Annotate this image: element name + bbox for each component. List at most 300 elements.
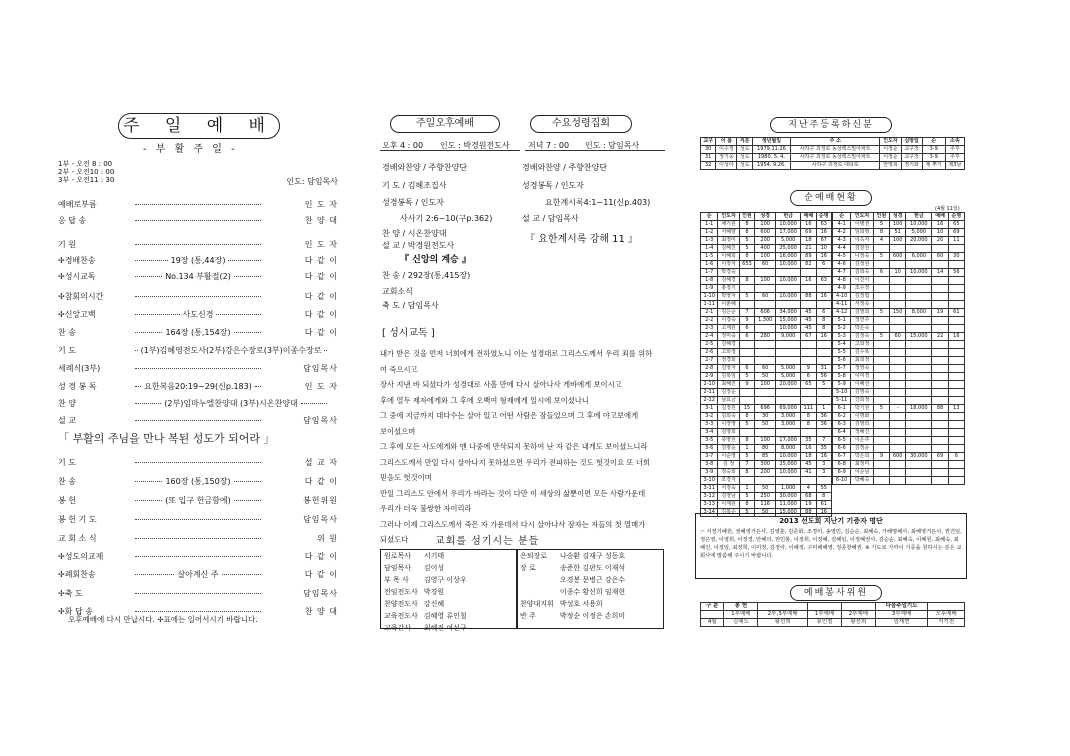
table-row xyxy=(833,437,965,445)
order-item-middle xyxy=(128,462,268,463)
table-cell: 성도 xyxy=(737,154,752,162)
table-cell xyxy=(906,261,932,269)
table-cell: 2-7 xyxy=(701,357,718,365)
table-cell: 8 xyxy=(739,413,754,421)
table-row xyxy=(701,397,832,405)
service-time-2: 2부 - 오전10 : 00 xyxy=(58,168,115,176)
order-item-detail: 살아계신 주 xyxy=(177,569,219,579)
staff-role xyxy=(517,574,557,586)
donor-notice-box xyxy=(695,513,967,579)
leader-dots xyxy=(234,481,261,482)
service-footnote: 오후예배에 다시 만납시다. ✢표에는 일어서시기 바랍니다. xyxy=(68,615,258,624)
table-cell: 3-3 xyxy=(701,421,718,429)
table-cell: 김정순 xyxy=(718,389,739,397)
table-cell: 추후 xyxy=(945,154,964,162)
staff-row xyxy=(517,562,628,574)
order-item-middle xyxy=(128,556,268,557)
table-cell: 김희숙 xyxy=(718,413,739,421)
leader-dots xyxy=(135,260,168,261)
table-cell: 2-10 xyxy=(701,381,718,389)
table-cell xyxy=(948,325,964,333)
afternoon-line: 교회소식 xyxy=(382,287,413,296)
table-cell: 고희정 xyxy=(718,349,739,357)
table-cell: 10,000 xyxy=(776,277,801,285)
table-cell xyxy=(755,397,776,405)
table-cell xyxy=(890,429,906,437)
order-item-middle xyxy=(128,593,268,594)
table-cell xyxy=(932,445,948,453)
table-cell: 1 xyxy=(739,485,754,493)
table-cell: 100 xyxy=(755,253,776,261)
table-header-cell: 인원 xyxy=(873,213,889,221)
table-cell: 100 xyxy=(890,221,906,229)
table-cell: 5-3 xyxy=(833,333,851,341)
table-cell: 100 xyxy=(755,277,776,285)
table-cell: 9,000 xyxy=(776,333,801,341)
table-row xyxy=(701,357,832,365)
table-cell: 1-3 xyxy=(701,237,718,245)
staff-row xyxy=(517,610,628,622)
afternoon-line: 찬 송 / 292장(통,415장) xyxy=(382,271,471,280)
leader-dots xyxy=(135,538,261,539)
table-cell xyxy=(801,389,816,397)
table-cell: 이정순 xyxy=(880,154,901,162)
table-cell: 16 xyxy=(801,221,816,229)
table-cell: 4-4 xyxy=(833,245,851,253)
table-cell: 2-2 xyxy=(701,317,718,325)
table-cell: 6-10 xyxy=(833,477,851,485)
table-cell: 서정숙 xyxy=(718,485,739,493)
table-cell: 4-12 xyxy=(833,309,851,317)
table-row xyxy=(701,445,832,453)
table-cell: 최혜진 xyxy=(718,381,739,389)
table-cell: 11,000 xyxy=(776,501,801,509)
staff-table-left xyxy=(380,549,518,632)
table-cell: 88 xyxy=(801,509,816,517)
staff-role: 반 주 xyxy=(520,612,536,620)
table-cell: 41 xyxy=(801,469,816,477)
table-cell: 250 xyxy=(755,493,776,501)
table-cell xyxy=(801,357,816,365)
table-cell xyxy=(906,357,932,365)
table-row xyxy=(701,349,832,357)
table-cell: 55 xyxy=(816,485,831,493)
staff-names: 최혜진 여선구 xyxy=(423,624,467,632)
staff-role: 찬양전도사 xyxy=(384,600,418,608)
table-cell xyxy=(873,381,889,389)
wednesday-leader: 인도 : 담임목사 xyxy=(585,141,640,150)
table-cell: 1-1 xyxy=(701,221,718,229)
leader-dots xyxy=(135,462,261,463)
table-cell: 사하구 괴정로 동성렉스빌아파트 xyxy=(791,146,880,154)
wednesday-time: 저녁 7 : 00 xyxy=(528,141,570,150)
table-cell: 8 xyxy=(816,493,831,501)
table-cell xyxy=(873,461,889,469)
table-row xyxy=(833,221,965,229)
table-cell: 280 xyxy=(755,333,776,341)
order-item-leader: 찬 양 대 xyxy=(304,606,338,616)
table-header-cell: 심방일 xyxy=(901,138,922,146)
table-cell: 36 xyxy=(816,421,831,429)
table-cell: - xyxy=(890,405,906,413)
order-item-leader: 다 같 이 xyxy=(304,255,338,265)
reading-line: 만일 그리스도 안에서 우리가 바라는 것이 다만 이 세상의 삶뿐이면 모든 사람가운데 xyxy=(380,488,646,498)
table-cell: 5 xyxy=(873,309,889,317)
table-cell: 1-2 xyxy=(701,229,718,237)
table-cell xyxy=(906,477,932,485)
table-cell: 정영숙 xyxy=(851,365,873,373)
table-cell xyxy=(890,437,906,445)
order-item-label: ✢경배찬송 xyxy=(58,255,96,265)
table-cell: 60 xyxy=(755,365,776,373)
table-cell: 4-8 xyxy=(833,277,851,285)
table-cell: 이순남 xyxy=(851,469,873,477)
table-cell: 3-13 xyxy=(701,501,718,509)
table-cell: 5 xyxy=(739,493,754,501)
table-cell xyxy=(906,325,932,333)
table-cell xyxy=(932,245,948,253)
table-cell: 10,000 xyxy=(776,469,801,477)
order-item-middle xyxy=(128,519,268,520)
table-cell xyxy=(890,477,906,485)
order-item-leader: 다 같 이 xyxy=(304,476,338,486)
table-cell: 이성아 xyxy=(716,162,737,170)
table-cell xyxy=(906,317,932,325)
table-row xyxy=(701,285,832,293)
reading-line: 장사 지낸 바 되셨다가 성경대로 사흘 만에 다시 살아나사 게바에게 보이시고 xyxy=(380,380,622,389)
staff-row xyxy=(517,586,628,598)
table-cell: 10,000 xyxy=(776,325,801,333)
order-item xyxy=(58,270,338,282)
table-row xyxy=(701,429,832,437)
table-header-cell: 인도자 xyxy=(851,213,873,221)
table-cell: 10,000 xyxy=(776,221,801,229)
table-cell xyxy=(776,397,801,405)
afternoon-line: 성경봉독 / 인도자 xyxy=(382,198,444,207)
staff-names: 오경봉 문병근 강은수 xyxy=(559,576,626,584)
table-cell: 21 xyxy=(801,245,816,253)
order-item-label: ✢성도의교제 xyxy=(58,551,104,561)
table-cell xyxy=(906,445,932,453)
table-cell: 31 xyxy=(816,365,831,373)
table-row xyxy=(701,611,965,619)
table-cell: 2부예배 xyxy=(841,611,875,619)
order-item-detail: 160장 (통,150장) xyxy=(165,476,231,486)
leader-dots xyxy=(216,314,261,315)
table-cell: 강희정 xyxy=(851,397,873,405)
table-cell xyxy=(932,285,948,293)
table-header-cell: 순명 xyxy=(816,213,831,221)
table-row xyxy=(833,389,965,397)
table-cell xyxy=(948,261,964,269)
table-cell: 이옥자 xyxy=(851,237,873,245)
table-cell: 50 xyxy=(755,509,776,517)
table-cell: 6-9 xyxy=(833,469,851,477)
order-item xyxy=(58,380,338,392)
table-cell: 이병권 xyxy=(851,221,873,229)
order-item-label: ✢축 도 xyxy=(58,588,83,598)
table-cell: 10,000 xyxy=(776,293,801,301)
service-time-3: 3부 - 오전11 : 30 xyxy=(58,176,115,184)
table-cell: 10,000 xyxy=(776,261,801,269)
leader-dots xyxy=(135,386,141,387)
table-cell xyxy=(890,261,906,269)
order-item xyxy=(58,290,338,302)
table-cell: 이미경 xyxy=(851,373,873,381)
order-item-label: 기 도 xyxy=(58,345,76,355)
table-cell: 김복순 xyxy=(718,509,739,517)
staff-row xyxy=(381,550,470,562)
table-cell: 최정미 xyxy=(851,461,873,469)
table-cell xyxy=(948,461,964,469)
table-cell xyxy=(776,301,801,309)
staff-role: 교육전도사 xyxy=(384,612,418,620)
table-row xyxy=(701,301,832,309)
table-header-cell: 다음주일기도 xyxy=(875,603,928,611)
table-cell: 4-5 xyxy=(833,253,851,261)
table-cell: 5,000 xyxy=(776,373,801,381)
leader-dots xyxy=(135,593,261,594)
table-cell: 임재현 xyxy=(875,619,928,627)
table-cell xyxy=(932,421,948,429)
staff-row xyxy=(381,562,470,574)
table-row xyxy=(833,269,965,277)
table-cell: 정기웅 xyxy=(716,154,737,162)
order-item-leader: 담임목사 xyxy=(303,514,338,524)
table-cell: 8 xyxy=(739,253,754,261)
order-item-leader: 인 도 자 xyxy=(304,381,338,391)
order-item-label: 설 교 xyxy=(58,415,76,425)
table-cell: 박혜숙 xyxy=(851,477,873,485)
table-cell: 45 xyxy=(801,325,816,333)
table-row xyxy=(701,146,965,154)
table-cell xyxy=(890,373,906,381)
table-cell: 16 xyxy=(948,333,964,341)
table-cell: 김영희 xyxy=(851,421,873,429)
afternoon-line: 『 신앙의 계승 』 xyxy=(400,255,471,265)
table-cell: 16 xyxy=(801,445,816,453)
staff-role: 부 목 사 xyxy=(384,576,409,584)
order-item xyxy=(58,362,338,374)
table-cell: 8 xyxy=(739,437,754,445)
table-cell xyxy=(776,429,801,437)
table-cell: 황선희 xyxy=(758,619,808,627)
table-cell: 16 xyxy=(801,277,816,285)
table-cell xyxy=(755,357,776,365)
table-cell xyxy=(932,397,948,405)
table-cell: 정연주 xyxy=(851,317,873,325)
table-cell xyxy=(932,429,948,437)
table-cell xyxy=(906,421,932,429)
table-cell xyxy=(776,349,801,357)
table-cell: 5 xyxy=(739,453,754,461)
table-cell: 김명순 xyxy=(718,445,739,453)
table-cell xyxy=(755,477,776,485)
responsive-reading-text xyxy=(380,346,660,548)
table-cell: 채기원 xyxy=(718,221,739,229)
table-cell xyxy=(932,413,948,421)
table-cell xyxy=(948,365,964,373)
table-row xyxy=(701,341,832,349)
order-item-middle xyxy=(128,368,268,369)
table-cell: 이재원 xyxy=(718,501,739,509)
staff-role: 교육간사 xyxy=(384,624,412,632)
staff-names: 송준한 김판도 이재석 xyxy=(559,564,626,572)
table-header-cell xyxy=(841,603,875,611)
table-cell: 2-12 xyxy=(701,397,718,405)
table-header-cell: 소속 xyxy=(945,138,964,146)
afternoon-leader: 인도 : 박경원전도사 xyxy=(440,141,510,150)
table-row xyxy=(833,453,965,461)
order-item-middle xyxy=(128,398,334,409)
table-row xyxy=(833,317,965,325)
table-row xyxy=(833,397,965,405)
table-cell xyxy=(948,381,964,389)
table-cell: 3,000 xyxy=(776,413,801,421)
table-cell: 1-11 xyxy=(701,301,718,309)
table-cell: 65 xyxy=(948,221,964,229)
order-item-leader: 담임목사 xyxy=(303,588,338,598)
order-item-middle xyxy=(128,538,268,539)
table-cell: 8 xyxy=(739,229,754,237)
table-cell xyxy=(890,325,906,333)
order-item-label: 봉 헌 xyxy=(58,495,76,505)
order-item-leader: 다 같 이 xyxy=(304,569,338,579)
table-cell xyxy=(873,469,889,477)
table-cell xyxy=(890,341,906,349)
order-item-middle xyxy=(128,345,334,356)
table-cell: 김정원 xyxy=(851,261,873,269)
table-cell: 사하구 괴정로 대티로 xyxy=(791,162,880,170)
table-row xyxy=(701,437,832,445)
table-cell xyxy=(932,301,948,309)
table-cell: 고희정 xyxy=(851,341,873,349)
staff-names: 박경원 xyxy=(423,588,445,596)
table-cell xyxy=(890,357,906,365)
table-cell xyxy=(816,341,831,349)
table-cell xyxy=(873,357,889,365)
order-item-label: 찬 송 xyxy=(58,476,76,486)
table-cell xyxy=(801,477,816,485)
table-header-row xyxy=(833,213,965,221)
table-cell xyxy=(906,437,932,445)
table-cell xyxy=(948,349,964,357)
table-cell: 이명화 xyxy=(851,413,873,421)
order-item-middle xyxy=(128,309,268,320)
table-cell xyxy=(890,245,906,253)
table-cell: 홍정기 xyxy=(718,285,739,293)
table-cell: 1980. 5. 4. xyxy=(752,154,790,162)
table-row xyxy=(701,469,832,477)
table-cell xyxy=(801,269,816,277)
table-cell: 31 xyxy=(701,154,716,162)
table-cell: 1-8 xyxy=(701,277,718,285)
order-item-leader: 다 같 이 xyxy=(304,291,338,301)
table-cell xyxy=(816,349,831,357)
table-cell xyxy=(873,413,889,421)
table-cell: 김영자 xyxy=(718,365,739,373)
table-cell: 6 xyxy=(873,269,889,277)
main-service-title: 주 일 예 배 xyxy=(118,113,280,139)
table-cell xyxy=(755,389,776,397)
table-row xyxy=(701,261,832,269)
table-cell xyxy=(739,341,754,349)
table-cell: 류인철 xyxy=(808,619,842,627)
table-cell: 8,000 xyxy=(776,445,801,453)
table-cell: 4-7 xyxy=(833,269,851,277)
table-cell: 2-4 xyxy=(701,333,718,341)
table-header-cell: 헌금 xyxy=(906,213,932,221)
table-row xyxy=(833,237,965,245)
table-cell: 15,000 xyxy=(776,509,801,517)
table-cell: 600 xyxy=(755,229,776,237)
table-cell: 김명숙 xyxy=(851,389,873,397)
table-cell: 16 xyxy=(932,221,948,229)
table-row xyxy=(833,373,965,381)
table-cell: 김혜경 xyxy=(718,277,739,285)
table-cell: 김정숙 xyxy=(851,333,873,341)
table-cell xyxy=(948,413,964,421)
table-cell: 10 xyxy=(816,245,831,253)
staff-title: 교회를 섬기시는 분들 xyxy=(435,536,540,547)
table-cell: 15,000 xyxy=(776,317,801,325)
table-cell: 22 xyxy=(932,333,948,341)
table-cell xyxy=(816,389,831,397)
table-cell: 4-6 xyxy=(833,261,851,269)
table-cell: 김혜진 xyxy=(718,245,739,253)
table-row xyxy=(701,317,832,325)
table-cell: 2-5 xyxy=(701,341,718,349)
leader-dots xyxy=(135,244,261,245)
table-cell xyxy=(873,389,889,397)
table-cell: 2-3 xyxy=(701,325,718,333)
table-cell: 김정순 xyxy=(851,445,873,453)
table-cell: 5 xyxy=(739,293,754,301)
table-header-cell: 직분 xyxy=(737,138,752,146)
table-cell xyxy=(739,301,754,309)
table-cell: 4-2 xyxy=(833,229,851,237)
table-header-cell: 헌금 xyxy=(776,213,801,221)
table-cell: 9 xyxy=(739,317,754,325)
table-row xyxy=(701,221,832,229)
order-item-middle xyxy=(128,220,268,221)
table-cell: 8 xyxy=(801,421,816,429)
table-cell xyxy=(890,461,906,469)
table-cell: 19 xyxy=(932,309,948,317)
table-cell: 5 xyxy=(873,253,889,261)
table-cell: 3-4 xyxy=(701,429,718,437)
reading-line: 후에 열두 제자에게와 그 후에 오백여 형제에게 일시에 보이셨나니 xyxy=(380,395,589,405)
table-cell xyxy=(873,429,889,437)
table-cell: 67 xyxy=(801,333,816,341)
table-cell: 51 xyxy=(890,229,906,237)
table-cell: 제 뿌기 xyxy=(922,162,945,170)
table-cell: 32 xyxy=(701,162,716,170)
table-cell: 400 xyxy=(755,245,776,253)
table-cell xyxy=(739,429,754,437)
leader-dots xyxy=(222,574,261,575)
table-cell xyxy=(890,413,906,421)
table-cell: 서정숙 xyxy=(851,301,873,309)
table-cell: 이혜희 xyxy=(718,253,739,261)
table-cell xyxy=(948,277,964,285)
order-item-label: ✢신앙고백 xyxy=(58,309,96,319)
table-header-cell xyxy=(758,603,808,611)
table-cell: 김희숙 xyxy=(851,269,873,277)
leader-dots xyxy=(234,276,261,277)
table-cell: 6-6 xyxy=(833,445,851,453)
table-cell xyxy=(755,349,776,357)
